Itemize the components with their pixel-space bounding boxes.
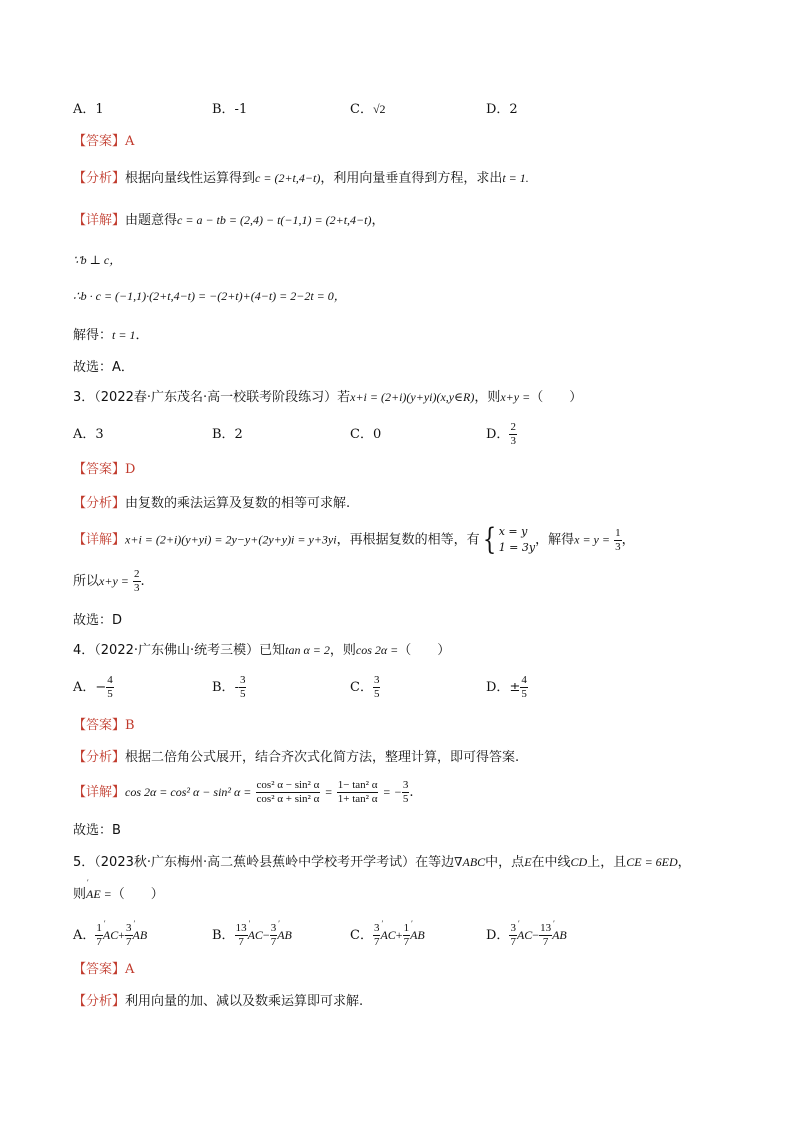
stem-text: 5．（2023秋·广东梅州·高二蕉岭县蕉岭中学校考开学考试）在等边: [73, 855, 455, 870]
answer-line: [73, 463, 135, 476]
option-label: A．: [73, 928, 96, 943]
vector: ′ AC: [380, 929, 395, 941]
vector: ′ AB: [277, 929, 292, 941]
detail-line: [73, 214, 384, 227]
denominator: 5: [239, 688, 246, 700]
question-stem: [73, 644, 450, 657]
answer-tag: 【答案】: [73, 962, 126, 977]
vector: ′ AB: [552, 929, 567, 941]
stem-text: ，则: [329, 643, 356, 658]
denominator: 3: [615, 540, 621, 553]
stem-text: ，: [677, 855, 691, 870]
denominator: 5: [521, 688, 527, 700]
stem-text: （ ）: [398, 643, 451, 658]
detail-text: ，解得: [535, 532, 575, 548]
option-a: A．1: [73, 102, 104, 117]
answer-value: D: [125, 462, 136, 477]
stem-expr: CD: [570, 855, 588, 869]
so-text: 所以: [73, 574, 100, 589]
analysis-expr: c = (2+t,4−t): [255, 171, 321, 185]
option-d: [486, 922, 567, 949]
solve-line: [73, 329, 148, 342]
option-label: D．: [486, 427, 510, 442]
analysis-tag: 【分析】: [73, 171, 126, 186]
fraction: [509, 421, 517, 448]
sign: −: [95, 680, 107, 695]
option-label: B．: [212, 680, 235, 695]
equation: 1 = 3y: [498, 541, 536, 554]
numerator: 4: [521, 674, 527, 686]
answer-line: [73, 719, 135, 732]
denominator: 7: [126, 936, 132, 948]
detail-expr: c = a − tb = (2,4) − t(−1,1) = (2+t,4−t): [177, 213, 372, 227]
vector: ′ AB: [410, 929, 425, 941]
operator: +: [118, 928, 126, 942]
analysis-line: [73, 995, 363, 1008]
option-label: A．: [73, 680, 96, 695]
numerator: 2: [134, 568, 140, 580]
numerator: 1: [615, 526, 621, 539]
solve-label: 解得：: [73, 328, 113, 343]
option-label: D．: [486, 928, 510, 943]
option-d: D．2: [486, 102, 518, 117]
stem-expr: cos 2α =: [355, 643, 399, 657]
stem-text: 中，点: [485, 855, 525, 870]
answer-line: [73, 963, 134, 976]
analysis-line: [73, 497, 350, 510]
option-a: [73, 922, 147, 949]
brace: {: [482, 522, 496, 557]
option-label: C．: [350, 680, 373, 695]
stem-text: （ ）: [530, 390, 583, 405]
option-label: C．: [350, 102, 373, 117]
numerator: 3: [373, 922, 380, 934]
denominator: 7: [238, 936, 244, 948]
fraction: [373, 674, 381, 701]
stem-expr: E: [524, 855, 532, 869]
detail-expr: x = y =: [574, 532, 610, 547]
question-stem: [73, 888, 164, 901]
answer-tag: 【答案】: [73, 134, 126, 149]
detail-end: ，: [621, 532, 635, 548]
detail-expr: cos 2α = cos² α − sin² α =: [125, 785, 252, 799]
option-label: B．: [212, 928, 235, 943]
stem-text: 则: [73, 887, 87, 902]
denominator: 5: [402, 793, 409, 805]
numerator: 2: [510, 421, 516, 433]
operator: +: [395, 928, 403, 942]
answer-line: [73, 135, 134, 148]
numerator: 1: [96, 922, 102, 934]
stem-expr: x+y =: [500, 390, 531, 404]
option-d: [486, 674, 528, 701]
numerator: 3: [270, 922, 277, 934]
option-c: C．0: [350, 427, 382, 442]
denominator: 5: [107, 688, 113, 700]
equation: x = y: [498, 525, 528, 538]
detail-end: .: [409, 785, 414, 800]
solve-expr: t = 1: [112, 328, 136, 342]
vector: ′ AB: [133, 929, 148, 941]
analysis-text: 根据二倍角公式展开，结合齐次式化简方法，整理计算，即可得答案.: [125, 750, 520, 765]
fraction: [509, 922, 517, 949]
fraction: [520, 674, 528, 701]
operator: −: [262, 928, 270, 942]
option-a: A．3: [73, 427, 104, 442]
detail-expr: ∴b · c = (−1,1)·(2+t,4−t) = −(2+t)+(4−t) = 2−2t = 0，: [73, 289, 346, 303]
option-a: [73, 674, 114, 701]
analysis-tag: 【分析】: [73, 750, 126, 765]
numerator: 3: [510, 922, 516, 934]
stem-text: 在中线: [531, 855, 571, 870]
detail-tag: 【详解】: [73, 532, 126, 548]
analysis-tag: 【分析】: [73, 496, 126, 511]
detail-line: [73, 254, 121, 267]
detail-tag: 【详解】: [73, 213, 126, 228]
answer-value: A: [125, 134, 135, 149]
denominator: 3: [134, 582, 140, 594]
answer-tag: 【答案】: [73, 462, 126, 477]
analysis-text: 利用向量的加、减以及数乘运算即可求解.: [125, 994, 364, 1009]
analysis-text: 根据向量线性运算得到: [125, 171, 256, 186]
stem-expr: ∇ABC: [454, 855, 486, 869]
stem-text: 上，且: [587, 855, 627, 870]
stem-expr: x+i = (2+i)(y+yi)(x,y∈R): [350, 390, 475, 404]
numerator: 13: [235, 922, 247, 934]
denominator: 1+ tan² α: [337, 793, 378, 805]
analysis-line: [73, 751, 519, 764]
so-expr: x+y =: [99, 574, 129, 588]
option-b: B．2: [212, 427, 243, 442]
denominator: 7: [96, 936, 102, 948]
fraction: [95, 922, 103, 949]
option-b: [212, 674, 246, 701]
detail-expr: x+i = (2+i)(y+yi) = 2y−y+(2y+y)i = y+3yi: [125, 532, 337, 547]
detail-expr: ∵b ⊥ c，: [73, 253, 122, 267]
numerator: 3: [373, 674, 380, 686]
fraction: [337, 779, 379, 806]
denominator: cos² α + sin² α: [256, 793, 320, 805]
option-expr: √2: [372, 102, 386, 116]
question-stem: [73, 391, 582, 404]
numerator: cos² α − sin² α: [256, 779, 320, 791]
option-c: [350, 103, 386, 116]
detail-tag: 【详解】: [73, 785, 126, 800]
detail-line: [73, 290, 346, 303]
answer-value: B: [125, 718, 135, 733]
analysis-line: [73, 172, 529, 185]
solve-end: ．: [135, 328, 149, 343]
option-b: [212, 922, 292, 949]
numerator: 13: [540, 922, 552, 934]
vector: ′ AC: [517, 929, 532, 941]
stem-text: ，则: [474, 390, 501, 405]
analysis-expr: t = 1.: [502, 171, 529, 185]
denominator: 7: [510, 936, 516, 948]
analysis-tag: 【分析】: [73, 994, 126, 1009]
analysis-text: 由复数的乘法运算及复数的相等可求解.: [125, 496, 351, 511]
option-c: [350, 674, 380, 701]
numerator: 3: [239, 674, 246, 686]
denominator: 7: [373, 936, 380, 948]
detail-line: [73, 779, 413, 806]
detail-text: ，: [371, 213, 385, 228]
option-label: D．: [486, 680, 510, 695]
stem-expr: CE = 6ED: [626, 855, 678, 869]
fraction: [125, 922, 133, 949]
stem-text: 4．（2022·广东佛山·统考三模）已知: [73, 643, 286, 658]
fraction: [133, 568, 141, 595]
numerator: 1− tan² α: [337, 779, 378, 791]
fraction: [235, 922, 248, 949]
conclusion: 故选：D: [73, 613, 123, 628]
detail-line: [73, 524, 635, 556]
option-c: [350, 922, 425, 949]
fraction: [539, 922, 552, 949]
sign: ±: [509, 680, 521, 695]
option-d: [486, 421, 517, 448]
fraction: [106, 674, 114, 701]
operator: −: [532, 928, 540, 942]
equals: =: [324, 785, 333, 799]
answer-tag: 【答案】: [73, 718, 126, 733]
fraction: [239, 674, 247, 701]
denominator: 7: [542, 936, 549, 948]
vector: ′ AC: [248, 929, 263, 941]
denominator: 7: [270, 936, 277, 948]
so-end: .: [140, 574, 145, 589]
fraction: [403, 922, 411, 949]
fraction: [256, 779, 321, 806]
numerator: 3: [126, 922, 132, 934]
vector-expr: ′ AE =: [86, 888, 112, 900]
answer-value: A: [125, 962, 135, 977]
conclusion: 故选：A．: [73, 360, 134, 375]
equals: = −: [382, 785, 402, 799]
question-stem: [73, 856, 691, 869]
stem-text: 3．（2022春·广东茂名·高一校联考阶段练习）若: [73, 390, 351, 405]
stem-expr: tan α = 2: [285, 643, 330, 657]
so-line: [73, 568, 145, 595]
equation-system: [499, 524, 535, 556]
analysis-text: ，利用向量垂直得到方程，求出: [320, 171, 503, 186]
stem-text: （ ）: [111, 887, 164, 902]
denominator: 5: [373, 688, 380, 700]
option-label: C．: [350, 928, 373, 943]
fraction: [614, 527, 622, 554]
denominator: 3: [510, 435, 516, 447]
denominator: 7: [403, 936, 410, 948]
option-b: B．-1: [212, 102, 248, 117]
numerator: 1: [403, 922, 410, 934]
numerator: 4: [107, 674, 113, 686]
detail-text: 由题意得: [125, 213, 178, 228]
detail-text: ，再根据复数的相等，有: [336, 532, 480, 548]
conclusion: 故选：B: [73, 823, 121, 838]
numerator: 3: [402, 779, 409, 791]
vector: ′ AC: [103, 929, 118, 941]
sign: -: [234, 680, 239, 695]
